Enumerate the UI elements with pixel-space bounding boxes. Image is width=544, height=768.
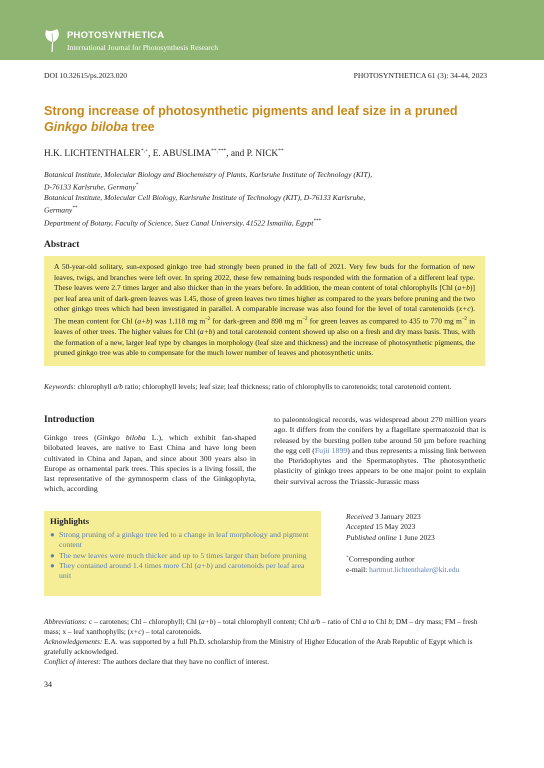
journal-subtitle: International Journal for Photosynthesis Research — [67, 43, 218, 52]
highlight-item: ● They contained around 1.4 times more Chl (a+b) and carotenoids per leaf area unit — [50, 561, 305, 581]
affiliation-3-sup: *** — [313, 219, 321, 224]
author-list — [44, 148, 284, 159]
bullet-icon: ● — [50, 530, 55, 539]
page-number: 34 — [44, 680, 52, 689]
author-2-sup: **,*** — [211, 148, 227, 154]
affiliation-1-line2: D-76133 Karlsruhe, Germany — [44, 182, 136, 192]
affiliation-3-line1: Department of Botany, Faculty of Science, Suez Canal University, 41522 Ismailia, Egypt — [44, 218, 314, 228]
author-2: , E. ABUSLIMA — [148, 149, 212, 160]
doi[interactable]: DOI 10.32615/ps.2023.020 — [44, 71, 128, 80]
footnotes — [44, 617, 489, 667]
title-species: Ginkgo biloba — [44, 120, 128, 134]
journal-banner — [0, 0, 544, 60]
title-end: tree — [127, 120, 155, 134]
affiliation-2-sup: ** — [72, 206, 78, 211]
highlights-box — [44, 511, 321, 596]
author-1-sup: *,+ — [140, 148, 149, 154]
highlight-item: ● The new leaves were much thicker and up to 5 times larger than before pruning — [50, 550, 307, 560]
reference-link[interactable]: Fujii 1899 — [314, 445, 348, 455]
article-dates — [346, 512, 435, 543]
introduction-column-1: Ginkgo trees (Ginkgo biloba L.), which exhibit fan-shaped bilobated leaves, are native to East China and have long been cultivated in China and Japan, and since about 300 years also in Europe as ornamental park trees. This species is a living fossil, the last representative of the gymnosperm class of the Ginkgophyta, which, according — [44, 433, 256, 494]
ginkgo-leaf-logo-icon — [44, 29, 61, 53]
affiliation-1-line1: Botanical Institute, Molecular Biology and Biochemistry of Plants, Karlsruhe Institute of Technology (KIT), — [44, 170, 373, 179]
author-3-sup: ** — [278, 148, 284, 154]
introduction-heading: Introduction — [44, 415, 95, 425]
affiliation-1-sup: * — [135, 183, 139, 188]
conflict-of-interest: Conflict of interest: The authors declare that they have no conflict of interest. — [44, 657, 270, 666]
journal-citation: PHOTOSYNTHETICA 61 (3): 34-44, 2023 — [353, 71, 487, 80]
published-date: Published online 1 June 2023 — [346, 532, 435, 542]
affiliation-2 — [44, 192, 365, 216]
bullet-icon: ● — [50, 550, 55, 560]
received-date: Received 3 January 2023 — [346, 512, 421, 521]
acknowledgements: Acknowledgements: E.A. was supported by a full Ph.D. scholarship from the Ministry of Higher Education of the Arab Republic of Egypt which is gratefully acknowledged. — [44, 637, 473, 656]
title-text: Strong increase of photosynthetic pigments and leaf size in a pruned — [44, 104, 458, 118]
keywords-label: Keywords: — [44, 382, 76, 391]
introduction-column-2: to paleontological records, was widespread about 270 million years ago. It differs from the conifers by a flagellate spermatozoid that is released by the bursting pollen tube around 50 µm before reaching the egg cell (Fujii 1899) and thus represents a missing link between the Pteridophytes and the Spermatophytes. The photosynthetic plasticity of ginkgo trees appears to be one major point to explain their survival across the Triassic-Jurassic mass — [274, 415, 487, 486]
accepted-date: Accepted 15 May 2023 — [346, 522, 416, 532]
abbreviations: Abbreviations: c – carotenes; Chl – chlorophyll; Chl (a+b) – total chlorophyll content; Chl a/b – ratio of Chl a to Chl b; DM – dry mass; FM – fresh mass; x – leaf xanthophylls; (x+c) – total carotenoids. — [44, 617, 478, 636]
highlight-item: ● Strong pruning of a ginkgo tree led to a change in leaf morphology and pigment content — [50, 530, 309, 549]
affiliation-3 — [44, 216, 321, 229]
affiliation-2-line1: Botanical Institute, Molecular Cell Biology, Karlsruhe Institute of Technology (KIT), D-76133 Karlsruhe, — [44, 193, 366, 202]
abstract-box: A 50-year-old solitary, sun-exposed ginkgo tree had strongly been pruned in the fall of 2021. Very few buds for the formation of new leaves, twigs, and branches were left over. In spring 2022, these few remaining buds responded with the formation of a different leaf type. These leaves were 2.7 times larger and also thicker than in the years before. In addition, the mean content of total chlorophylls [Chl (a+b)] per leaf area unit of dark-green leaves was 1.45, those of green leaves two times higher as compared to the years before pruning and the two other ginkgo trees which had been investigated in parallel. A comparable increase was also found for the level of total carotenoids (x+c). The mean content for Chl (a+b) was 1,118 mg $m^{-2}$ for dark-green and 898 mg $m^{-2}$ for green leaves as compared to 435 to 770 mg $m^{-2}$ in leaves of other trees. The higher values for Chl (a+b) and total carotenoid content showed up also on a fresh and dry mass basis. Thus, with the formation of a new, larger leaf type by changes in morphology (leaf size and thickness) and the increase of photosynthetic pigments, the pruned ginkgo tree was able to compensate for the much lower number of leaves and photosynthetic units. — [44, 256, 485, 366]
author-1: H.K. LICHTENTHALER — [44, 149, 141, 160]
paper-title — [44, 103, 494, 135]
abstract-heading: Abstract — [44, 240, 80, 250]
bullet-icon: ● — [50, 561, 55, 571]
keywords: Keywords: chlorophyll a/b ratio; chlorophyll levels; leaf size; leaf thickness; ratio of chlorophylls to carotenoids; total carotenoid content. — [44, 382, 452, 391]
highlights-title: Highlights — [50, 516, 90, 526]
corresponding-author: +Corresponding author e-mail: hartmut.lichtenthaler@kit.edu — [346, 554, 460, 574]
affiliation-1 — [44, 169, 372, 193]
affiliation-2-line2: Germany — [44, 205, 73, 215]
email-link[interactable]: hartmut.lichtenthaler@kit.edu — [369, 564, 460, 574]
journal-name: PHOTOSYNTHETICA — [67, 30, 165, 41]
author-3: , and P. NICK — [226, 149, 279, 160]
